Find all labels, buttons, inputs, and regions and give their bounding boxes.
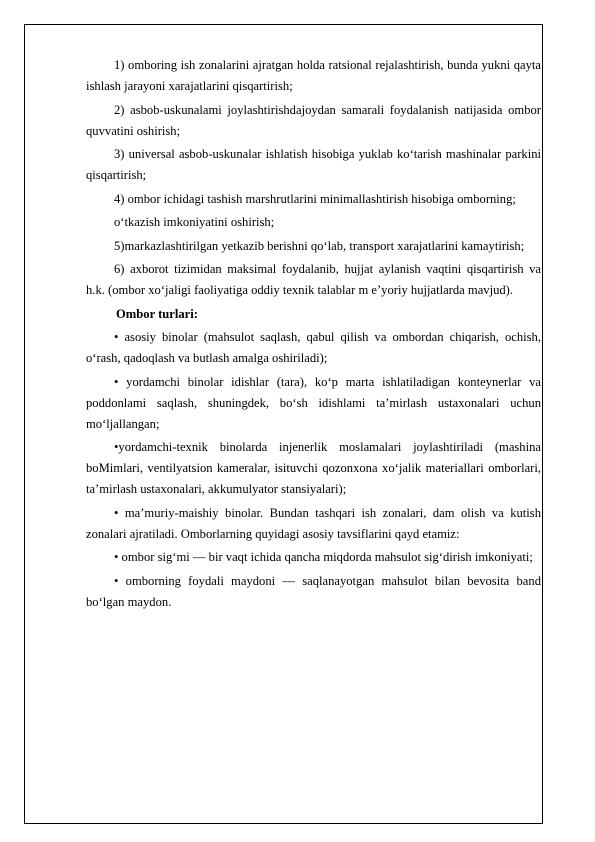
bullet-useful-area: • omborning foydali maydoni — saqlanayotgan mahsulot bilan bevosita band bo‘lgan maydon.	[86, 573, 541, 609]
list-item-3: 3) universal asbob-uskunalar ishlatish hisobiga yuklab ko‘tarish mashinalar parkini qisqartirish;	[86, 147, 541, 182]
list-item-2: 2) asbob-uskunalami joylashtirishdajoydan samarali foydalanish natijasida ombor quvvatini oshirish;	[86, 102, 541, 138]
bullet-administrative-buildings: • ma’muriy-maishiy binolar. Bundan tashqari ish zonalari, dam olish va kutish zonalari ajratiladi. Omborlarning quyidagi asosiy tavsiflarini qayd etamiz:	[86, 505, 541, 541]
bullet-technical-buildings: •yordamchi-texnik binolarda injenerlik moslamalari joylashtiriladi (mashina boMimlari, ventilyatsion kameralar, isituvchi qozonxona xo‘jalik materiallari omborlari, ta’mirlash ustaxonalari, akkumulyator stansiyalari);	[86, 440, 541, 496]
bullet-main-buildings: • asosiy binolar (mahsulot saqlash, qabul qilish va ombordan chiqarish, ochish, o‘rash, qadoqlash va butlash amalga oshiriladi);	[86, 330, 541, 365]
bullet-warehouse-capacity: • ombor sig‘mi — bir vaqt ichida qancha miqdorda mahsulot sig‘dirish imkoniyati;	[114, 550, 533, 564]
list-item-5: 5)markazlashtirilgan yetkazib berishni qo‘lab, transport xarajatlarini kamaytirish;	[114, 238, 525, 253]
list-item-6: 6) axborot tizimidan maksimal foydalanib, hujjat aylanish vaqtini qisqartirish va h.k. (ombor xo‘jaligi faoliyatiga oddiy texnik talablar m e’yoriy hujjatlarda mavjud).	[86, 262, 541, 297]
document-body	[86, 55, 541, 615]
list-item-4-continuation: o‘tkazish imkoniyatini oshirish;	[114, 215, 275, 229]
list-item-4: 4) ombor ichidagi tashish marshrutlarini minimallashtirish hisobiga omborning;	[114, 191, 516, 206]
list-item-1: 1) omboring ish zonalarini ajratgan holda ratsional rejalashtirish, bunda yukni qayta ishlash jarayoni xarajatlarini qisqartirish;	[86, 58, 541, 93]
section-heading: Ombor turlari:	[116, 306, 198, 321]
bullet-auxiliary-buildings: • yordamchi binolar idishlar (tara), ko‘p marta ishlatiladigan konteynerlar va poddonlami saqlash, shuningdek, bo‘sh idishlami ta’mirlash ustaxonalari uchun mo‘ljallangan;	[86, 374, 541, 431]
